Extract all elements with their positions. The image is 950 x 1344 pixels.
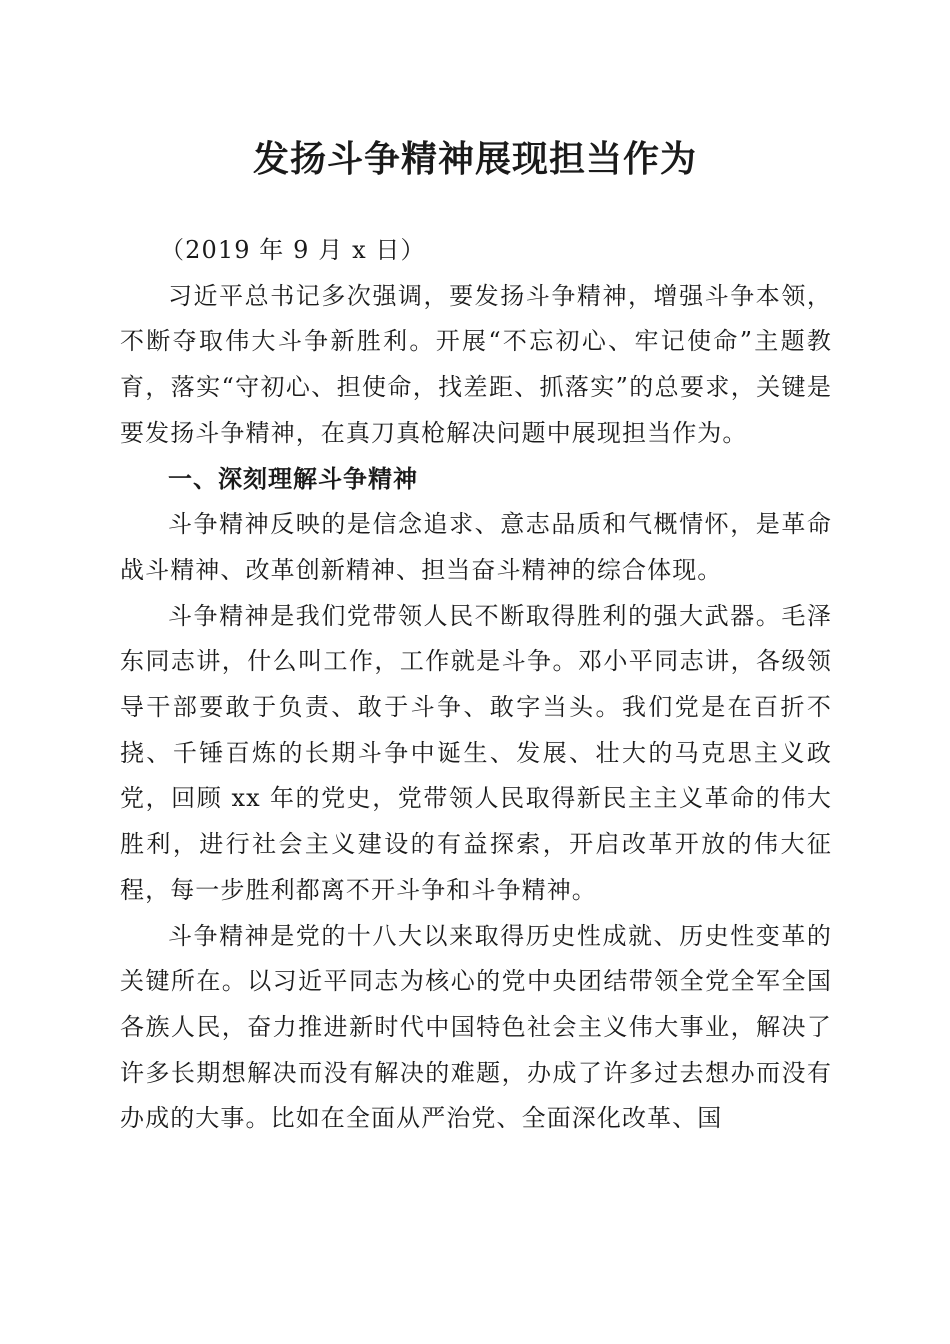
document-body <box>120 228 832 1142</box>
document-date: （2019 年 9 月 x 日） <box>160 236 426 264</box>
section-heading-1: 一、深刻理解斗争精神 <box>168 464 418 493</box>
paragraph-spirit-definition: 斗争精神反映的是信念追求、意志品质和气概情怀，是革命战斗精神、改革创新精神、担当奋斗精神的综合体现。 <box>120 510 832 584</box>
paragraph-key-since-18th: 斗争精神是党的十八大以来取得历史性成就、历史性变革的关键所在。以习近平同志为核心的党中央团结带领全党全军全国各族人民，奋力推进新时代中国特色社会主义伟大事业，解决了许多长期想解决而没有解决的难题，办成了许多过去想办而没有办成的大事。比如在全面从严治党、全面深化改革、国 <box>120 921 832 1133</box>
paragraph-intro: 习近平总书记多次强调，要发扬斗争精神，增强斗争本领，不断夺取伟大斗争新胜利。开展“不忘初心、牢记使命”主题教育，落实“守初心、担使命，找差距、抓落实”的总要求，关键是要发扬斗争精神，在真刀真枪解决问题中展现担当作为。 <box>120 281 832 447</box>
document-title: 发扬斗争精神展现担当作为 <box>252 139 697 180</box>
paragraph-party-weapon: 斗争精神是我们党带领人民不断取得胜利的强大武器。毛泽东同志讲，什么叫工作，工作就是斗争。邓小平同志讲，各级领导干部要敢于负责、敢于斗争、敢字当头。我们党是在百折不挠、千锤百炼的长期斗争中诞生、发展、壮大的马克思主义政党，回顾 xx 年的党史，党带领人民取得新民主主义革命的伟大胜利，进行社会主义建设的有益探索，开启改革开放的伟大征程，每一步胜利都离不开斗争和斗争精神。 <box>120 601 832 904</box>
